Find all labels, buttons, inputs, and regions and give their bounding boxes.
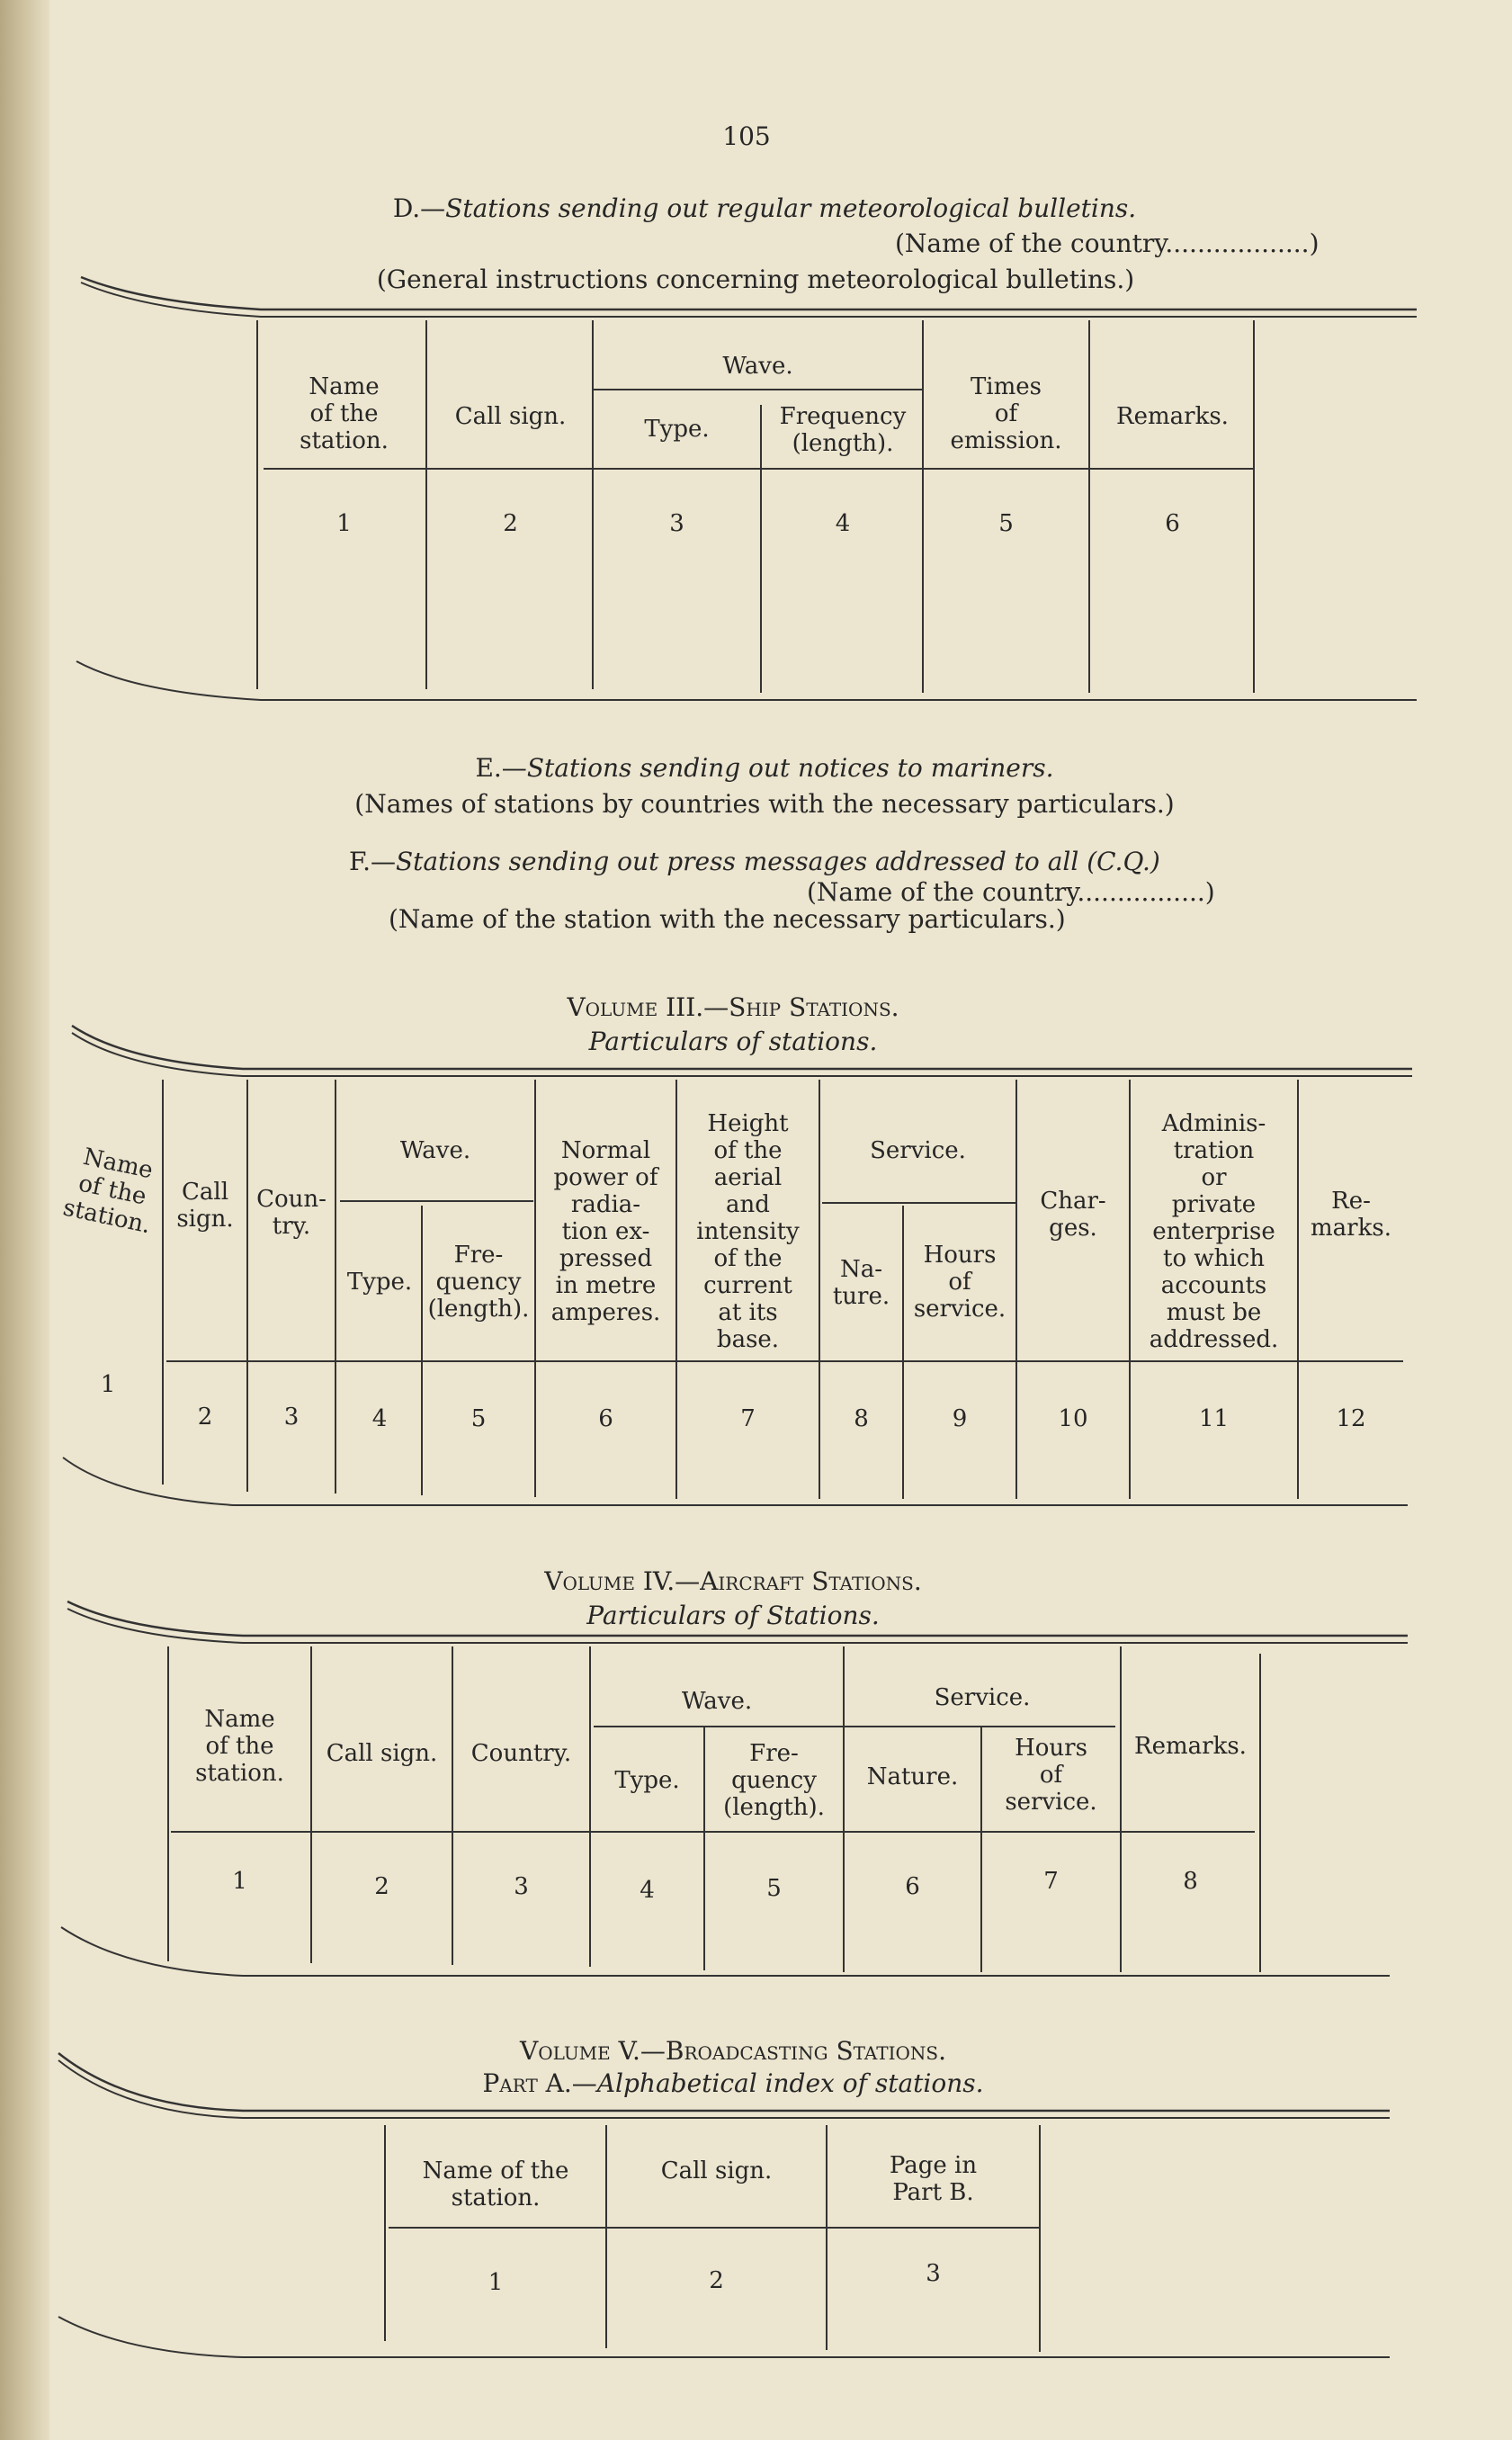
d-col-line <box>760 405 762 693</box>
iv-col-line <box>1259 1654 1261 1972</box>
iv-col-number: 7 <box>1043 1868 1059 1895</box>
iii-col-number: 3 <box>283 1404 300 1431</box>
volume-iii-heading: Volume III.—Ship Stations. <box>567 992 899 1022</box>
d-col-freq: Frequency (length). <box>779 403 907 457</box>
d-col-line <box>1253 320 1255 693</box>
iii-col-hours: Hours of service. <box>913 1242 1007 1323</box>
iii-col-wave: Wave. <box>399 1137 471 1164</box>
d-col-number: 4 <box>835 510 851 537</box>
iv-col-service: Service. <box>934 1684 1031 1711</box>
section-e-prefix: E.— <box>475 753 527 783</box>
iv-group-rule <box>594 1726 1115 1727</box>
iv-col-nature: Nature. <box>866 1763 959 1790</box>
section-f-country-line: (Name of the country................) <box>807 877 1215 907</box>
volume-iii-subheading: Particulars of stations. <box>588 1027 878 1056</box>
iii-col-charges: Char- ges. <box>1040 1188 1106 1242</box>
iii-col-number: 11 <box>1198 1405 1230 1432</box>
iii-col-name: Name of the station. <box>60 1143 156 1240</box>
section-f-title: Stations sending out press messages addressed to all <box>395 847 1079 876</box>
iv-col-line <box>167 1646 169 1961</box>
section-f-line3: (Name of the station with the necessary particulars.) <box>389 904 1066 934</box>
section-d-country-line: (Name of the country..................) <box>895 229 1320 258</box>
iv-col-number: 1 <box>232 1868 247 1895</box>
d-col-number: 2 <box>503 510 518 537</box>
d-col-number: 6 <box>1165 510 1180 537</box>
d-col-line <box>256 320 258 689</box>
section-f-cq: (C.Q.) <box>1087 847 1160 876</box>
iii-col-remarks: Re- marks. <box>1311 1188 1391 1242</box>
iv-col-line <box>310 1646 312 1963</box>
iii-col-height: Height of the aerial and intensity of the current at its base. <box>696 1110 800 1353</box>
iv-col-hours: Hours of service. <box>1005 1735 1097 1816</box>
iv-header-rule <box>171 1831 1255 1833</box>
volume-v-heading: Volume V.—Broadcasting Stations. <box>520 2036 946 2066</box>
d-col-number: 1 <box>336 510 352 537</box>
iii-col-nature: Na- ture. <box>832 1256 890 1310</box>
v-col-number: 3 <box>926 2260 941 2287</box>
iii-col-service: Service. <box>870 1137 966 1164</box>
iv-col-number: 5 <box>766 1875 782 1902</box>
section-f-prefix: F.— <box>349 847 396 876</box>
iii-col-number: 10 <box>1058 1405 1088 1432</box>
iii-col-freq: Fre- quency (length). <box>427 1242 530 1323</box>
iii-col-number: 12 <box>1336 1405 1366 1432</box>
iv-col-call: Call sign. <box>326 1740 438 1767</box>
iii-col-type: Type. <box>346 1269 413 1296</box>
v-col-number: 2 <box>709 2267 724 2294</box>
iv-col-number: 4 <box>640 1877 655 1904</box>
iii-col-number: 2 <box>197 1404 213 1431</box>
iii-col-call: Call sign. <box>176 1179 234 1233</box>
iii-col-number: 9 <box>952 1405 968 1432</box>
iii-service-rule <box>822 1202 1015 1204</box>
iv-col-line <box>1120 1646 1122 1972</box>
d-col-line <box>1088 320 1090 693</box>
volume-v-part-a <box>270 2068 1196 2098</box>
iii-col-admin: Adminis- tration or private enterprise to which accounts must be addressed. <box>1149 1110 1279 1353</box>
iv-col-freq: Fre- quency (length). <box>723 1740 825 1821</box>
iii-col-line <box>1297 1080 1299 1499</box>
d-col-type: Type. <box>644 416 710 443</box>
section-e-line2: (Names of stations by countries with the necessary particulars.) <box>354 789 1175 819</box>
section-d-general-line: (General instructions concerning meteorological bulletins.) <box>376 265 1135 294</box>
d-wave-rule <box>594 389 923 390</box>
d-col-number: 5 <box>998 510 1014 537</box>
iii-col-power: Normal power of radia- tion ex- pressed in metre amperes. <box>550 1137 661 1326</box>
iii-col-country: Coun- try. <box>256 1186 327 1240</box>
volume-v-part-title: Alphabetical index of stations. <box>596 2068 984 2098</box>
v-col-line <box>1039 2125 1041 2352</box>
v-col-name: Name of the station. <box>422 2157 569 2211</box>
d-col-number: 3 <box>669 510 684 537</box>
iii-header-rule <box>166 1360 1403 1362</box>
iii-col-number: 6 <box>598 1405 613 1432</box>
section-d-title: Stations sending out regular meteorological bulletins. <box>445 193 1137 223</box>
iv-col-number: 2 <box>374 1873 389 1900</box>
section-e-title: Stations sending out notices to mariners. <box>526 753 1054 783</box>
iii-col-number: 4 <box>371 1405 388 1432</box>
iii-col-number: 1 <box>100 1371 116 1398</box>
page-number: 105 <box>722 121 771 151</box>
iv-col-type: Type. <box>614 1767 680 1794</box>
volume-v-part-prefix: Part A.— <box>482 2068 597 2098</box>
d-col-remarks: Remarks. <box>1116 403 1229 430</box>
section-f-heading <box>349 849 1160 875</box>
iii-col-line <box>1015 1080 1017 1499</box>
d-col-name: Name of the station. <box>300 373 389 454</box>
iii-col-number: 5 <box>470 1405 487 1432</box>
iii-col-number: 7 <box>740 1405 756 1432</box>
section-e-heading <box>270 753 1259 783</box>
iv-col-number: 6 <box>905 1873 920 1900</box>
d-col-wave: Wave. <box>722 353 793 380</box>
iii-wave-rule <box>340 1200 533 1202</box>
v-header-rule <box>389 2227 1039 2229</box>
iv-col-name: Name of the station. <box>195 1706 284 1787</box>
v-col-call: Call sign. <box>660 2157 773 2184</box>
iv-col-number: 8 <box>1183 1868 1198 1895</box>
v-col-number: 1 <box>488 2269 504 2296</box>
v-col-page: Page in Part B. <box>889 2152 978 2206</box>
iv-col-number: 3 <box>514 1873 529 1900</box>
d-col-call: Call sign. <box>454 403 567 430</box>
d-header-rule <box>264 468 1253 470</box>
iv-col-country: Country. <box>470 1740 572 1767</box>
iv-col-remarks: Remarks. <box>1134 1733 1247 1760</box>
iv-col-line <box>452 1646 453 1965</box>
iv-col-wave: Wave. <box>681 1688 753 1715</box>
volume-iv-heading: Volume IV.—Aircraft Stations. <box>544 1566 922 1596</box>
volume-iv-subheading: Particulars of Stations. <box>586 1601 880 1630</box>
section-d-prefix: D.— <box>392 193 446 223</box>
iii-col-number: 8 <box>854 1405 869 1432</box>
d-col-times: Times of emission. <box>950 373 1062 454</box>
